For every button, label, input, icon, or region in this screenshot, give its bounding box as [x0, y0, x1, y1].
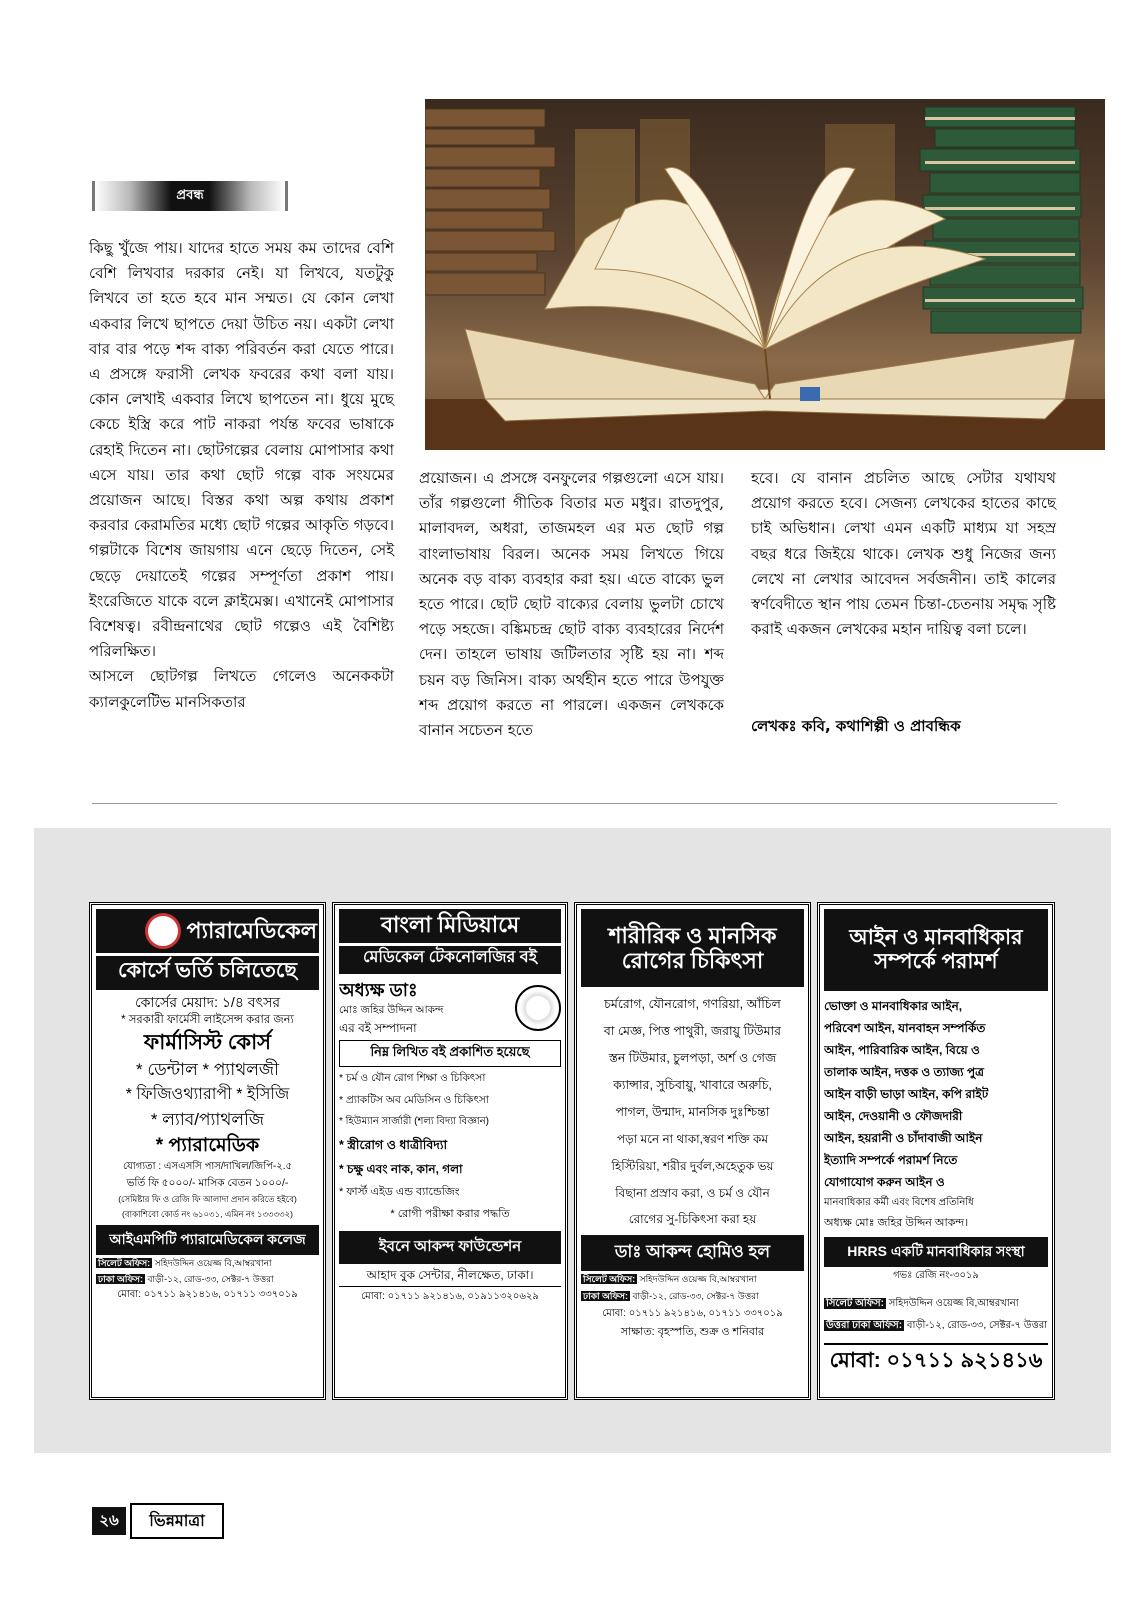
ad-phone: মোবা: ০১৭১১ ৯২১৪১৬ [824, 1343, 1048, 1377]
ad-line: * প্যারামেডিক [155, 1135, 260, 1156]
ad-hall-name: ডাঃ আকন্দ হোমিও হল [581, 1235, 804, 1271]
ad-line: ভোক্তা ও মানবাধিকার আইন, [824, 999, 963, 1013]
ad-visiting-hours: সাক্ষাত: বৃহস্পতি, শুক্র ও শনিবার [620, 1326, 765, 1338]
ad-book-item: * হিউম্যান সার্জারী (শল্য বিদ্যা বিজ্ঞান) [339, 1116, 489, 1127]
ad-heading: আইন ও মানবাধিকার [849, 925, 1023, 949]
ad-office: ঢাকা অফিস: বাড়ী-১২, রোড-৩৩, সেক্টর-৭ উত্তরা [98, 1274, 274, 1284]
ad-line: ভর্তি ফি ৫০০০/- মাসিক বেতন ১০০০/- [126, 1177, 289, 1189]
section-tag [92, 181, 288, 211]
ad-line: অধ্যক্ষ মোঃ জহির উদ্দিন আকন্দ। [824, 1217, 969, 1229]
ad-line: মোঃ জহির উদ্দিন আকন্দ [339, 1004, 444, 1016]
ad-phone: মোবা: ০১৭১১ ৯২১৪১৬, ০১৭১১ ৩৩৭০১৯ [117, 1289, 298, 1300]
ad-book-item: * চর্ম ও যৌন রোগ শিক্ষা ও চিকিৎসা [339, 1072, 486, 1084]
ad-line: স্তন টিউমার, চুলপড়া, অর্শ ও গেজ [608, 1051, 777, 1065]
ad-line: (সেমিষ্টার ফি ও রেজি ফি আলাদা প্রদান করিতে হইবে) [118, 1194, 297, 1204]
ad-line: পাগল, উন্মাদ, মানসিক দুঃশ্চিন্তা [615, 1105, 770, 1119]
ad-office: সিলেট অফিস: সহিদউদ্দিন ওয়েজ্জ বি,আম্বরখানা [98, 1258, 272, 1268]
ad-line: অধ্যক্ষ ডাঃ [339, 980, 418, 1000]
ad-foundation-name: ইবনে আকন্দ ফাউন্ডেশন [339, 1231, 561, 1264]
ad-line: চর্মরোগ, যৌনরোগ, গণরিয়া, আঁচিল [604, 997, 781, 1011]
ad-phone: মোবা: ০১৭১১ ৯২১৪১৬, ০১৭১১ ৩৩৭০১৯ [602, 1308, 783, 1319]
ad-college-name: আইএমপিটি প্যারামেডিকেল কলেজ [96, 1225, 319, 1255]
ad-line: পড়া মনে না থাকা,স্বরণ শক্তি কম [616, 1132, 769, 1146]
ad-registration: গভঃ রেজি নং-৩০১৯ [893, 1270, 979, 1281]
ad-book-item: * রোগী পরীক্ষা করার পদ্ধতি [390, 1208, 510, 1220]
ad-book-item: * প্র্যাকটিস অব মেডিসিন ও চিকিৎসা [339, 1094, 489, 1106]
section-tag-label: প্রবন্ধ [176, 187, 204, 203]
ad-heading: প্যারামেডিকেল [186, 918, 317, 944]
college-logo-icon [145, 913, 181, 949]
ad-office: সিলেট অফিস: সহিদউদ্দিন ওয়েজ্জ বি,আম্বরখানা [583, 1274, 757, 1284]
ad-line: মানবাধিকার কর্মী এবং বিশেষ প্রতিনিধি [824, 1197, 974, 1208]
ad-book-item: * স্ত্রীরোগ ও ধাত্রীবিদ্যা [339, 1138, 448, 1152]
ad-phone: মোবা: ০১৭১১ ৯২১৪১৬, ০১৯১১৩২০৬২৯ [339, 1286, 561, 1307]
ad-line: যোগ্যতা : এসএসসি পাস/দাখিল/জিপি-২.৫ [122, 1161, 293, 1172]
ad-line: হিস্টিরিয়া, শরীর দুর্বল,অহেতুক ভয় [611, 1159, 774, 1173]
ad-treatment [574, 902, 811, 1400]
ad-line: (বাকাশিবো কোর্ড নং ৬১০৩১, এমিন নং ১৩৩৩৩২) [122, 1209, 293, 1219]
ad-subheading: সম্পর্কে পরামর্শ [874, 950, 998, 973]
ad-line: বা মেজ্ঞ, পিত্ত পাথুরী, জরায়ু টিউমার [603, 1024, 782, 1038]
ad-address: আহাদ বুক সেন্টার, নীলক্ষেত, ঢাকা। [366, 1268, 534, 1282]
magazine-logo: ভিন্নমাত্রা [130, 1503, 224, 1539]
article-paragraph: আসলে ছোটগল্প লিখতে গেলেও অনেককটা ক্যালকুলেটিভ মানসিকতার [89, 667, 394, 711]
article-paragraph: প্রয়োজন। এ প্রসঙ্গে বনফুলের গল্পগুলো এসে যায়। তাঁর গল্পগুলো গীতিক বিতার মত মধুর। রাতদুপুর, মালাবদল, অধরা, তাজমহল এর মত ছোট গল্প বাংলাভাষায় বিরল। অনেক সময় লিখতে গিয়ে অনেক বড় বাক্য ব্যবহার করা হয়। এতে বাক্যে ভুল হতে পারে। ছোট ছোট বাক্যের বেলায় ভুলটা চোখে পড়ে সহজে। বঙ্কিমচন্দ্র ছোট বাক্য ব্যবহারের নির্দেশ দেন। তাহলে ভাষায় জটিলতার সৃষ্টি হয় না। শব্দ চয়ন বড় জিনিস। বাক্য অর্থহীন হতে পারে উপযুক্ত শব্দ প্রয়োগ করতে না পারলে। একজন লেখককে বানান সচেতন হতে [419, 469, 724, 740]
article-column-3 [751, 466, 1056, 642]
ad-line: আইন, পারিবারিক আইন, বিয়ে ও [824, 1043, 980, 1057]
ad-line: আইন বাড়ী ভাড়া আইন, কপি রাইট [824, 1087, 989, 1101]
ad-subheading: মেডিকেল টেকনোলজির বই [339, 946, 561, 974]
ad-published-label: নিম্ন লিখিত বই প্রকাশিত হয়েছে [339, 1040, 561, 1067]
ad-subheading: কোর্সে ভর্তি চলিতেছে [96, 956, 319, 990]
ad-line: ইত্যাদি সম্পর্কে পরামর্শ নিতে [824, 1153, 958, 1167]
ad-office: সিলেট অফিস: সহিদউদ্দিন ওয়েজ্জ বি,আম্বরখানা [826, 1298, 1019, 1309]
ad-line: * ফিজিওথ্যারাপী * ইসিজি [125, 1086, 290, 1103]
divider [92, 803, 1057, 804]
ad-book-item: * চক্ষু এবং নাক, কান, গলা [339, 1162, 463, 1176]
article-column-1 [89, 236, 394, 715]
article-column-2 [419, 466, 724, 743]
ad-subheading: রোগের চিকিৎসা [621, 948, 764, 973]
article-paragraph: হবে। যে বানান প্রচলিত আছে সেটার যথাযথ প্রয়োগ করতে হবে। সেজন্য লেখকের হাতের কাছে চাই অভিধান। লেখা এমন একটি মাধ্যম যা সহস্র বছর ধরে জিইয়ে থাকে। লেখক শুধু নিজের জন্য লেখে না লেখার আবেদন সর্বজনীন। তাই কালের স্বর্ণবেদীতে স্থান পায় তেমন চিন্তা-চেতনায় সমৃদ্ধ সৃষ্টি করাই একজন লেখকের মহান দায়িত্ব বলা চলে। [751, 469, 1056, 639]
page-number: ২৬ [92, 1507, 126, 1535]
books-illustration [425, 99, 1105, 450]
ad-line: এর বই সম্পাদনা [339, 1020, 417, 1035]
article-paragraph: কিছু খুঁজে পায়। যাদের হাতে সময় কম তাদের বেশি বেশি লিখবার দরকার নেই। যা লিখবে, যতটুকু লিখবে তা হতে হবে মান সম্মত। যে কোন লেখা একবার লিখে ছাপতে দেয়া উচিত নয়। একটা লেখা বার বার পড়ে শব্দ বাক্য পরিবর্তন করা যেতে পারে। এ প্রসঙ্গে ফরাসী লেখক ফবরের কথা বলা যায়। কোন লেখাই একবার লিখে ছাপতেন না। ধুয়ে মুছে কেচে ইস্ত্রি করে পাট নাকরা পর্যন্ত ফবের ভাষাকে রেহাই দিতেন না। ছোটগল্পের বেলায় মোপাসার কথা এসে যায়। তার কথা ছোট গল্পে বাক সংযমের প্রয়োজন আছে। বিস্তর কথা অল্প কথায় প্রকাশ করবার কেরামতির মধ্যে ছোট গল্পের আকৃতি গড়বে। গল্পটাকে বিশেষ জায়গায় এনে ছেড়ে দিতেন, সেই ছেড়ে দেয়াতেই গল্পের সম্পূর্ণতা প্রকাশ পায়। ইংরেজিতে যাকে বলে ক্লাইমেক্স। এখানেই মোপাসার বিশেষত্ব। রবীন্দ্রনাথের ছোট গল্পেও এই বৈশিষ্ট্য পরিলক্ষিত। [89, 239, 394, 661]
ad-line: বিছানা প্রস্রাব করা, ও চর্ম ও যৌন [615, 1186, 770, 1200]
ad-paramedical [89, 902, 326, 1400]
ad-book-item: * ফার্স্ট এইড এন্ড ব্যান্ডেজিং [339, 1186, 460, 1198]
ad-line: ক্যান্সার, সুচিবায়ু, খাবারে অরুচি, [613, 1078, 772, 1092]
ad-office: ঢাকা অফিস: বাড়ী-১২, রোড-৩৩, সেক্টর-৭ উত্তরা [583, 1291, 759, 1301]
books-photo [425, 99, 1105, 450]
ad-line: ফার্মাসিস্ট কোর্স [143, 1031, 272, 1054]
ad-heading-block [581, 909, 804, 987]
ad-author-block [339, 978, 561, 1037]
ad-medical-books [332, 902, 568, 1400]
ad-line: কোর্সের মেয়াদ: ১/৪ বৎসর [134, 994, 281, 1010]
ad-heading-block [824, 909, 1048, 991]
ad-line: পরিবেশ আইন, যানবাহন সম্পর্কিত [824, 1021, 986, 1035]
ad-line: রোগের সু-চিকিৎসা করা হয় [628, 1212, 757, 1226]
ad-line: যোগাযোগ করুন আইন ও [824, 1175, 945, 1189]
ad-paramedical-header [96, 909, 319, 953]
ad-line: * ল্যাব/প্যাথলজি [150, 1110, 265, 1129]
ad-line: * ডেন্টাল * প্যাথলজী [136, 1060, 279, 1079]
microscope-logo-icon [515, 985, 561, 1031]
ad-line: * সরকারী ফার্মেসী লাইসেন্স করার জন্য [121, 1013, 294, 1026]
ad-line: তালাক আইন, দত্তক ও ত্যাজ্য পুত্র [824, 1065, 984, 1079]
ad-heading: শারীরিক ও মানসিক [608, 922, 777, 948]
ad-line: আইন, দেওয়ানী ও ফৌজদারী [824, 1109, 963, 1123]
ad-law-rights [817, 902, 1055, 1400]
ad-line: আইন, হয়রানী ও চাঁদাবাজী আইন [824, 1131, 983, 1145]
author-byline: লেখকঃ কবি, কথাশিল্পী ও প্রাবন্ধিক [751, 717, 961, 735]
ad-heading: বাংলা মিডিয়ামে [339, 909, 561, 943]
ad-org-name: HRRS একটি মানবাধিকার সংস্থা [824, 1237, 1048, 1267]
ad-office: উত্তরা ঢাকা অফিস: বাড়ী-১২, রোড-৩৩, সেক্টর-৭ উত্তরা [826, 1320, 1048, 1331]
